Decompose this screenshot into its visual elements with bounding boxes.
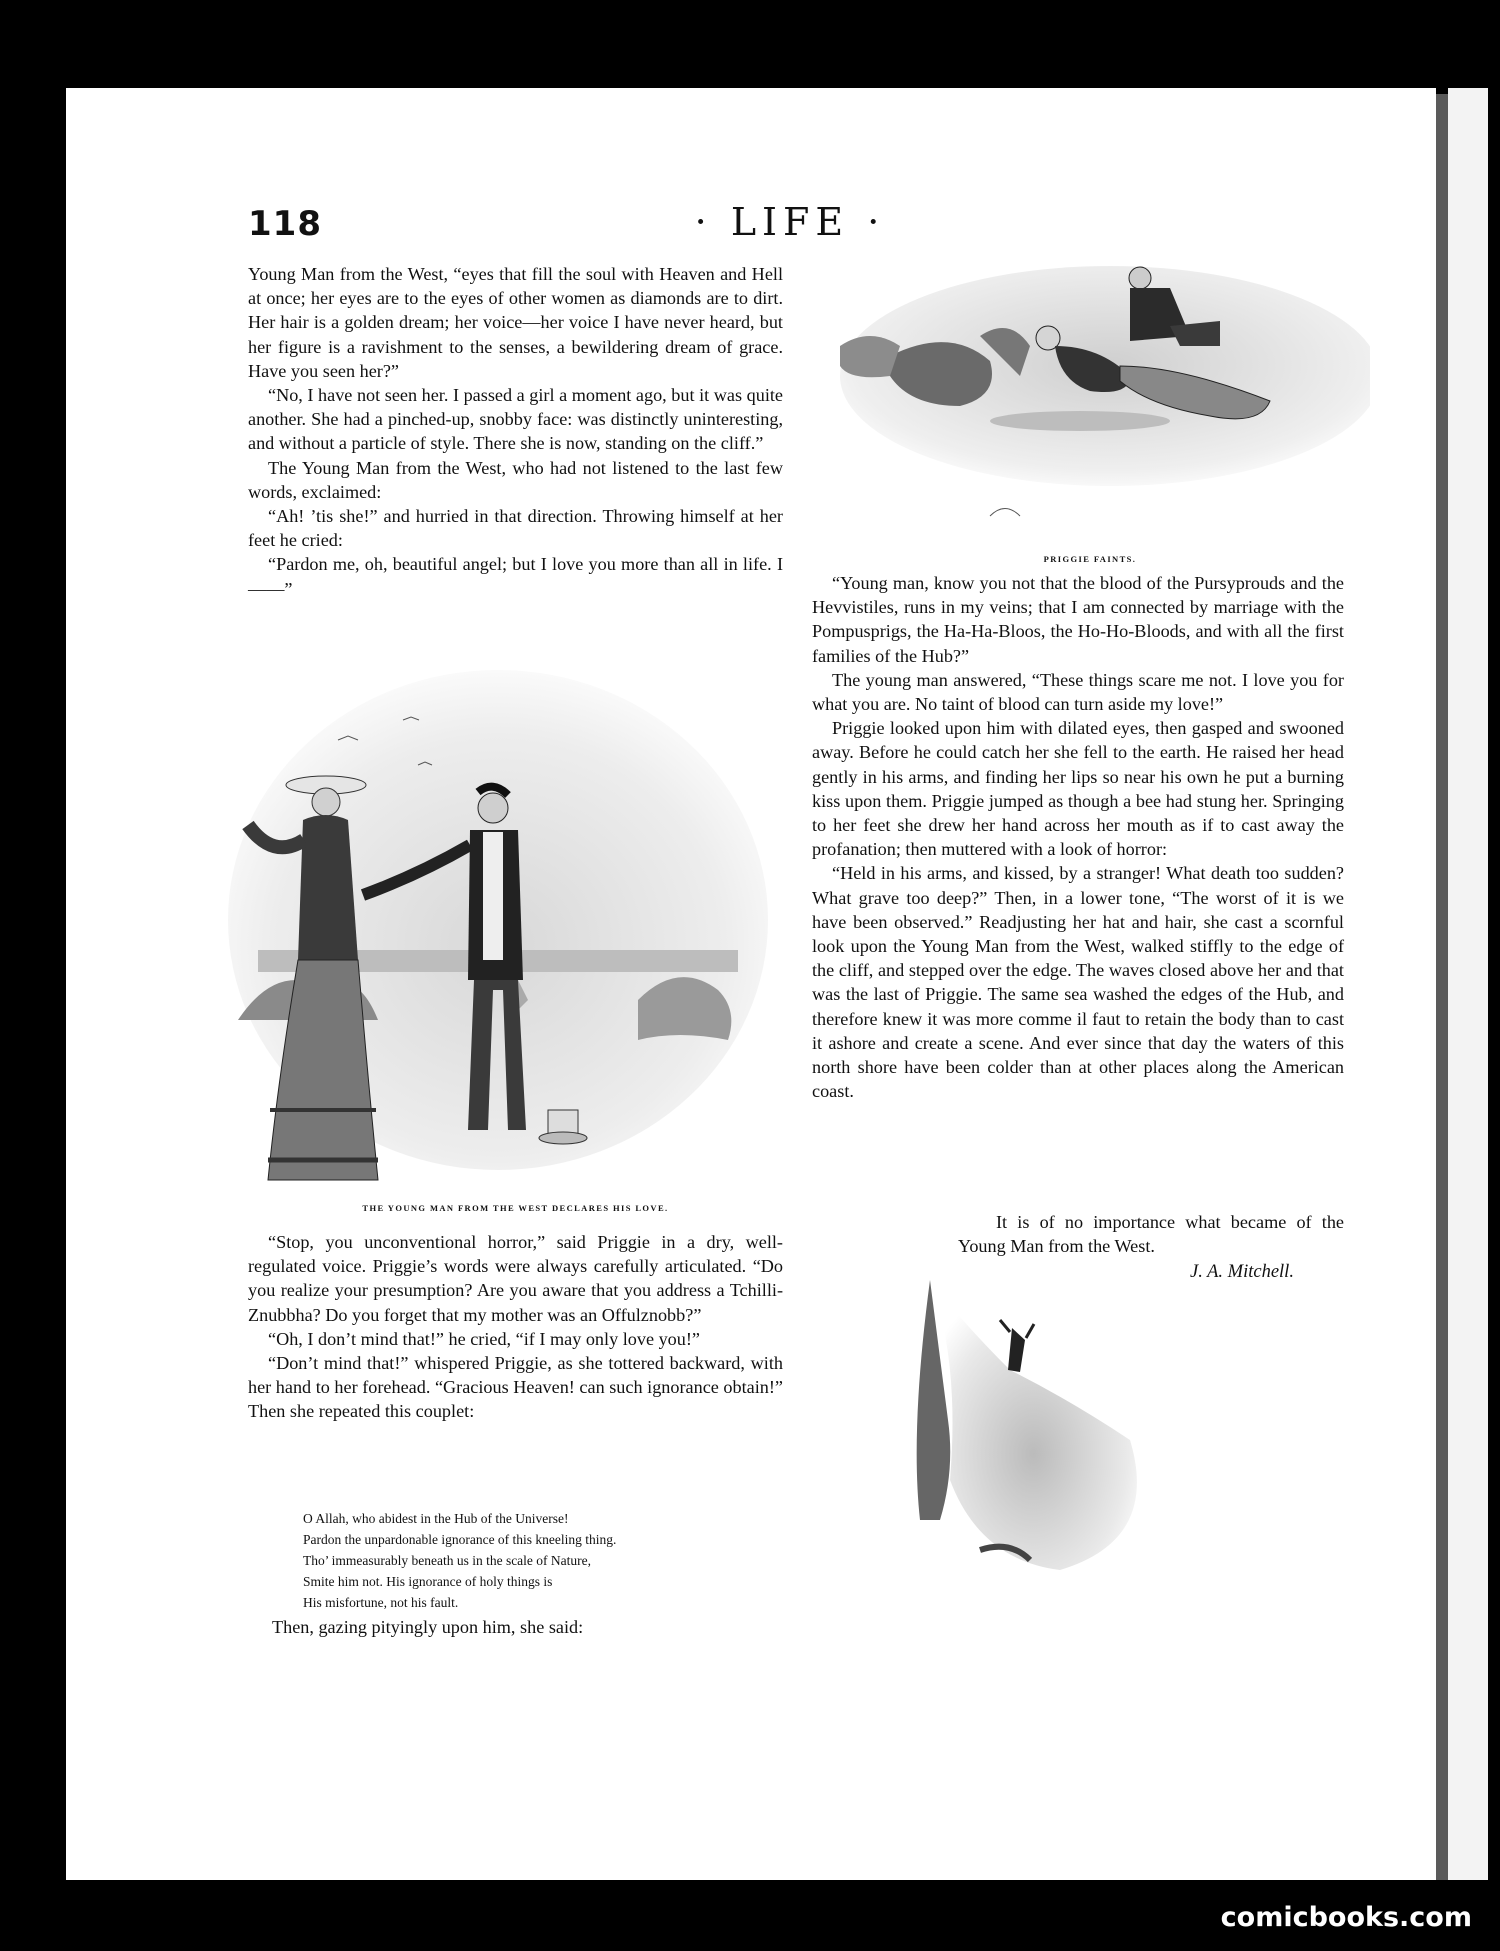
verse-line: His misfortune, not his fault. <box>303 1595 459 1610</box>
illustration-declares-love <box>218 660 778 1200</box>
illustration-priggie-faints <box>830 266 1370 536</box>
illustration-cliff <box>900 1280 1200 1580</box>
paragraph: “No, I have not seen her. I passed a girl a moment ago, but it was quite another. She had a pinched-up, snobby face: was distinctly uninteresting, and without a particle of style. There she is now, standing on the cliff.” <box>248 385 783 454</box>
paragraph: “Don’t mind that!” whispered Priggie, as she tottered backward, with her hand to her forehead. “Gracious Heaven! can such ignorance obtain!” Then she repeated this couplet: <box>248 1353 783 1422</box>
paragraph: “Stop, you unconventional horror,” said Priggie in a dry, well-regulated voice. Priggie’s words were always carefully articulated. “Do you realize your presumption? Are you aware that you address a Tchilli-Znubbha? Do you forget that my mother was an Offulznobb?” <box>248 1232 783 1325</box>
paragraph: “Held in his arms, and kissed, by a stranger! What death too sudden? What grave too deep?” Then, in a lower tone, “The worst of it is we have been observed.” Readjusting her hat and hair, she cast a scornful look upon the Young Man from the West, walked stiffly to the edge of the cliff, and stepped over the edge. The waves closed above her and that was the last of Priggie. The same sea washed the edges of the Hub, and therefore knew it was more comme il faut to retain the body than to cast it ashore and create a scene. And ever since that day the waters of this north shore have been colder than at other places along the American coast. <box>812 863 1344 1102</box>
after-verse-line: Then, gazing pityingly upon him, she said: <box>272 1617 584 1637</box>
verse-line: Smite him not. His ignorance of holy things is <box>303 1574 553 1589</box>
verse-line: Tho’ immeasurably beneath us in the scale of Nature, <box>303 1553 592 1568</box>
adjacent-page-edge <box>1448 88 1488 1880</box>
author-signature: J. A. Mitchell. <box>1190 1262 1294 1282</box>
paragraph: “Young man, know you not that the blood of the Pursyprouds and the Hevvistiles, runs in my veins; that I am connected by marriage with the Pompusprigs, the Ha-Ha-Bloos, the Ho-Ho-Bloods, and with all the first families of the Hub?” <box>812 573 1344 666</box>
page-spine <box>1436 94 1448 1880</box>
verse-line: O Allah, who abidest in the Hub of the Universe! <box>303 1511 569 1526</box>
ending-paragraph <box>958 1210 1344 1258</box>
paragraph: “Oh, I don’t mind that!” he cried, “if I may only love you!” <box>268 1328 700 1349</box>
page-number: 118 <box>248 204 322 244</box>
masthead: · LIFE · <box>694 200 886 244</box>
paragraph: The Young Man from the West, who had not listened to the last few words, exclaimed: <box>248 457 783 502</box>
paragraph: “Pardon me, oh, beautiful angel; but I love you more than all in life. I ——” <box>248 554 783 599</box>
paragraph: Young Man from the West, “eyes that fill the soul with Heaven and Hell at once; her eyes are to the eyes of other women as diamonds are to dirt. Her hair is a golden dream; her voice—her voice I have never heard, but her figure is a ravishment to the senses, a bewildering dream of grace. Have you seen her?” <box>248 264 783 381</box>
caption-illustration-2: PRIGGIE FAINTS. <box>1043 554 1137 564</box>
paragraph: Priggie looked upon him with dilated eyes, then gasped and swooned away. Before he could catch her she fell to the earth. He raised her head gently in his arms, and finding her lips so near his own he put a burning kiss upon them. Priggie jumped as though a bee had stung her. Springing to her feet she drew her hand across her mouth as if to cast away the profanation; then muttered with a look of horror: <box>812 718 1344 860</box>
column-2 <box>812 571 1344 1103</box>
caption-illustration-1: THE YOUNG MAN FROM THE WEST DECLARES HIS LOVE. <box>362 1203 669 1213</box>
column-1-top <box>248 262 783 601</box>
watermark: comicbooks.com <box>1220 1902 1472 1933</box>
verse-line: Pardon the unpardonable ignorance of this kneeling thing. <box>303 1532 617 1547</box>
paragraph: The young man answered, “These things scare me not. I love you for what you are. No taint of blood can turn aside my love!” <box>812 669 1344 715</box>
column-1-bottom <box>248 1230 783 1424</box>
paragraph: It is of no importance what became of the Young Man from the West. <box>958 1212 1344 1257</box>
verse-couplet <box>303 1508 616 1613</box>
paragraph: “Ah! ’tis she!” and hurried in that direction. Throwing himself at her feet he cried: <box>248 506 783 551</box>
